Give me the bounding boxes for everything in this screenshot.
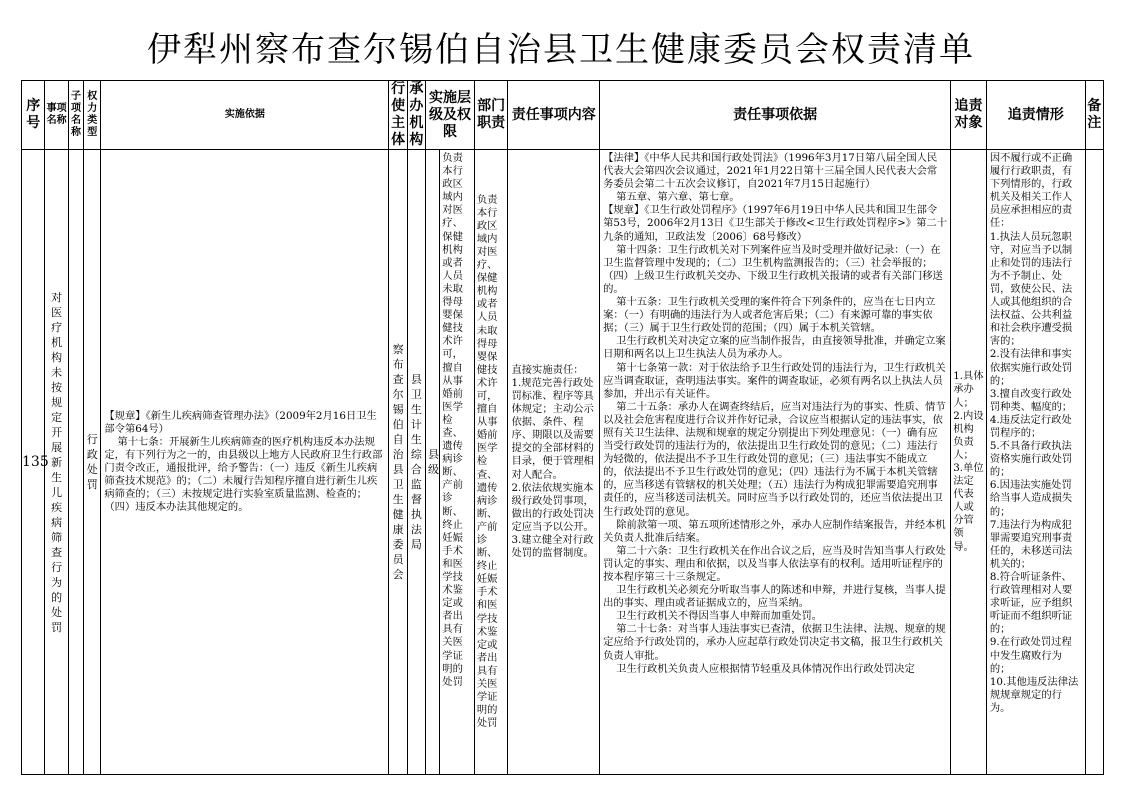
header-remark: 备注 [1085, 81, 1103, 150]
header-seq: 序号 [22, 81, 45, 150]
table-row [22, 150, 1104, 775]
cell-level-detail-wrap [440, 150, 475, 775]
header-subject: 行使主体 [389, 81, 407, 150]
cell-accountable: 1.具体承办人； 2.内设机构负责人； 3.单位法定代表人或分管领导。 [953, 370, 984, 553]
header-accountable: 追责对象 [951, 81, 987, 150]
cell-accountability: 因不履行或不正确履行行政职责，有下列情形的，行政机关及相关工作人员应承担相应的责任： 1.执法人员玩忽职守，对应当予以制止和处罚的违法行为不予制止、处罚，致使公民、法人或其他组织的合法权益、公共利益和社会秩序遭受损害的； 2.没有法律和事实依据实施行政处罚的； 3.擅自改变行政处罚种类、幅度的； 4.违反法定行政处罚程序的； 5.不具备行政执法资格实施行政处罚的； 6.因违法实施处罚给当事人造成损失的； 7.违法行为构成犯罪需要追究刑事责任的，未移送司法机关的； 8.符合听证条件、行政管理相对人要求听证，应予组织听证而不组织听证的； 9.在行政处罚过程中发生腐败行为的； 10.其他违反法律法规规章规定的行为。 [989, 152, 1079, 714]
cell-subject: 察布查尔锡伯自治县卫生健康委员会 [389, 150, 407, 775]
cell-resp-content: 直接实施责任： 1.规范完善行政处罚标准、程序等具体规定；主动公示依据、条件、程序、期限以及需要提交的全部材料的目录，便于管理相对人配合。 2.依法依规实施本级行政处罚事项，做出的行政处罚决定应当予以公开。 3.建立健全对行政处罚的监督制度。 [511, 363, 594, 560]
header-dept-duty: 部门职责 [474, 81, 508, 150]
cell-level: 县级 [426, 150, 440, 775]
header-resp-basis: 责任事项依据 [600, 81, 951, 150]
cell-sub-item-name [68, 150, 83, 775]
cell-dept-duty: 负责本行政区域内对医疗、保健机构或者人员未取得母婴保健技术许可，擅自从事婚前医学检查、遗传病诊断、产前诊断、终止妊娠手术和医学技术鉴定或者出具有关医学证明的处罚 [474, 150, 508, 775]
header-basis: 实施依据 [101, 81, 389, 150]
cell-accountable-wrap [951, 150, 987, 775]
cell-basis: 【规章】《新生儿疾病筛查管理办法》（2009年2月16日卫生部令第64号） 第十七条：开展新生儿疾病筛查的医疗机构违反本办法规定，有下列行为之一的，由县级以上地方人民政府卫生行政部门责令改正，通报批评，给予警告：（一）违反《新生儿疾病筛查技术规范》的；（二）未履行告知程序擅自进行新生儿疾病筛查的；（三）未按规定进行实验室质量监测、检查的；（四）违反本办法其他规定的。 [104, 409, 383, 514]
cell-resp-content-wrap [508, 150, 600, 775]
cell-accountability-wrap [986, 150, 1085, 775]
header-row [22, 81, 1104, 150]
cell-item-name: 对医疗机构未按规定开展新生儿疾病筛查行为的处罚 [45, 150, 68, 775]
cell-resp-basis: 【法律】《中华人民共和国行政处罚法》（1996年3月17日第八届全国人民代表大会第四次会议通过，2021年1月22日第十三届全国人民代表大会常务委员会第二十五次会议修订，自2021年7月15日起施行） 第五章、第六章、第七章。 【规章】《卫生行政处罚程序》（1997年6月19日中华人民共和国卫生部令第53号，2006年2月13日《卫生部关于修改<卫生行政处罚程序>》第二十九条的通知，卫政法发〔2006〕68号修改） 第十四条：卫生行政机关对下列案件应当及时受理并做好记录：（一）在卫生监督管理中发现的；（二）卫生机构监测报告的；（三）社会举报的；（四）上级卫生行政机关交办、下级卫生行政机关报请的或者有关部门移送的。 第十五条：卫生行政机关受理的案件符合下列条件的，应当在七日内立案：（一）有明确的违法行为人或者危害后果；（二）有来源可靠的事实依据；（三）属于卫生行政处罚的范围；（四）属于本机关管辖。 卫生行政机关对决定立案的应当制作报告，由直接领导批准，并确定立案日期和两名以上卫生执法人员为承办人。 第十七条第一款：对于依法给予卫生行政处罚的违法行为，卫生行政机关应当调查取证，查明违法事实。案件的调查取证，必须有两名以上执法人员参加，并出示有关证件。 第二十五条：承办人在调查终结后，应当对违法行为的事实、性质、情节以及社会危害程度进行合议并作好记录，合议应当根据认定的违法事实，依照有关卫生法律、法规和规章的规定分别提出下列处理意见：（一）确有应当受行政处罚的违法行为的，依法提出卫生行政处罚的意见；（二）违法行为轻微的，依法提出不予卫生行政处罚的意见；（三）违法事实不能成立的，依法提出不予卫生行政处罚的意见；（四）违法行为不属于本机关管辖的，应当移送有管辖权的机关处理；（五）违法行为构成犯罪需要追究刑事责任的，应当移送司法机关。同时应当予以行政处罚的，还应当依法提出卫生行政处罚的意见。 除前款第一项、第五项所述情形之外，承办人应制作结案报告，并经本机关负责人批准后结案。 第二十六条：卫生行政机关在作出合议之后，应当及时告知当事人行政处罚认定的事实、理由和依据，以及当事人依法享有的权利。适用听证程序的按本程序第三十三条规定。 卫生行政机关必须充分听取当事人的陈述和申辩，并进行复核，当事人提出的事实、理由或者证据成立的，应当采纳。 卫生行政机关不得因当事人申辩而加重处罚。 第二十七条：对当事人违法事实已查清，依据卫生法律、法规、规章的规定应给予行政处罚的，承办人应起草行政处罚决定书文稿，报卫生行政机关负责人审批。 卫生行政机关负责人应根据情节轻重及具体情况作出行政处罚决定 [603, 152, 947, 675]
cell-handler: 县卫生计生综合监督执法局 [407, 150, 425, 775]
cell-basis-wrap [101, 150, 389, 775]
header-resp-content: 责任事项内容 [508, 81, 600, 150]
header-sub-item-name: 子项名称 [68, 81, 83, 150]
header-power-type: 权力类型 [84, 81, 101, 150]
header-level: 实施层级及权限 [426, 81, 475, 150]
header-item-name: 事项名称 [45, 81, 68, 150]
cell-seq: 135 [22, 150, 45, 775]
cell-resp-basis-wrap [600, 150, 951, 775]
header-accountability: 追责情形 [986, 81, 1085, 150]
responsibility-table [21, 80, 1104, 775]
page-title: 伊犁州察布查尔锡伯自治县卫生健康委员会权责清单 [147, 30, 975, 70]
cell-power-type: 行政处罚 [84, 150, 101, 775]
header-handler: 承办机构 [407, 81, 425, 150]
cell-remark [1085, 150, 1103, 775]
cell-level-detail: 负责本行政区域内对医疗、保健机构或者人员未取得母婴保健技术许可，擅自从事婚前医学检查、遗传病诊断、产前诊断、终止妊娠手术和医学技术鉴定或者出具有关医学证明的处罚 [442, 152, 463, 688]
